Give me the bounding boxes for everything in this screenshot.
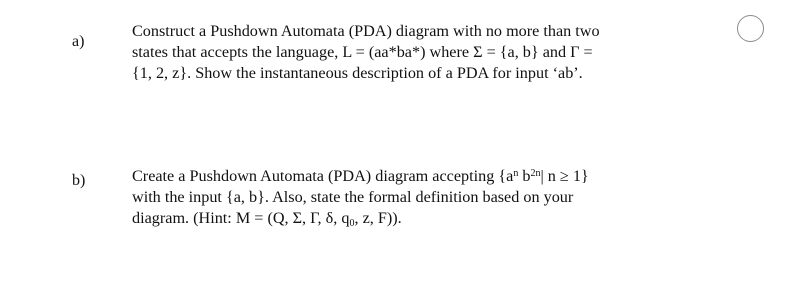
question-b-line-1-part-1: Create a Pushdown Automata (PDA) diagram accepting {a <box>132 167 514 185</box>
question-b-line-3-part-1: diagram. (Hint: M = (Q, Σ, Γ, δ, q <box>132 209 350 228</box>
question-b-line-1-part-2: b <box>518 167 531 185</box>
question-a-line-1: Construct a Pushdown Automata (PDA) diagram with no more than two <box>132 22 600 40</box>
question-b-text <box>132 166 736 230</box>
question-b-line-2: with the input {a, b}. Also, state the formal definition based on your <box>132 188 574 207</box>
question-a-line-3: {1, 2, z}. Show the instantaneous description of a PDA for input ‘ab’. <box>132 64 583 83</box>
question-b-line-3-part-2: , z, F)). <box>354 209 402 228</box>
question-a-text <box>132 21 736 85</box>
question-b-line-1-part-3: | n ≥ 1} <box>540 167 589 185</box>
question-a-label: a) <box>72 33 85 50</box>
question-b-line-1 <box>132 166 736 187</box>
exponent-n: n <box>513 168 519 179</box>
radio-circle-icon[interactable] <box>737 15 764 42</box>
exponent-2n: 2n <box>530 168 541 179</box>
subscript-0: 0 <box>349 218 355 230</box>
question-a-line-2: states that accepts the language, L = (aa*ba*) where Σ = {a, b} and Γ = <box>132 43 593 62</box>
question-b-line-3 <box>132 208 736 229</box>
question-b-label: b) <box>72 172 86 189</box>
